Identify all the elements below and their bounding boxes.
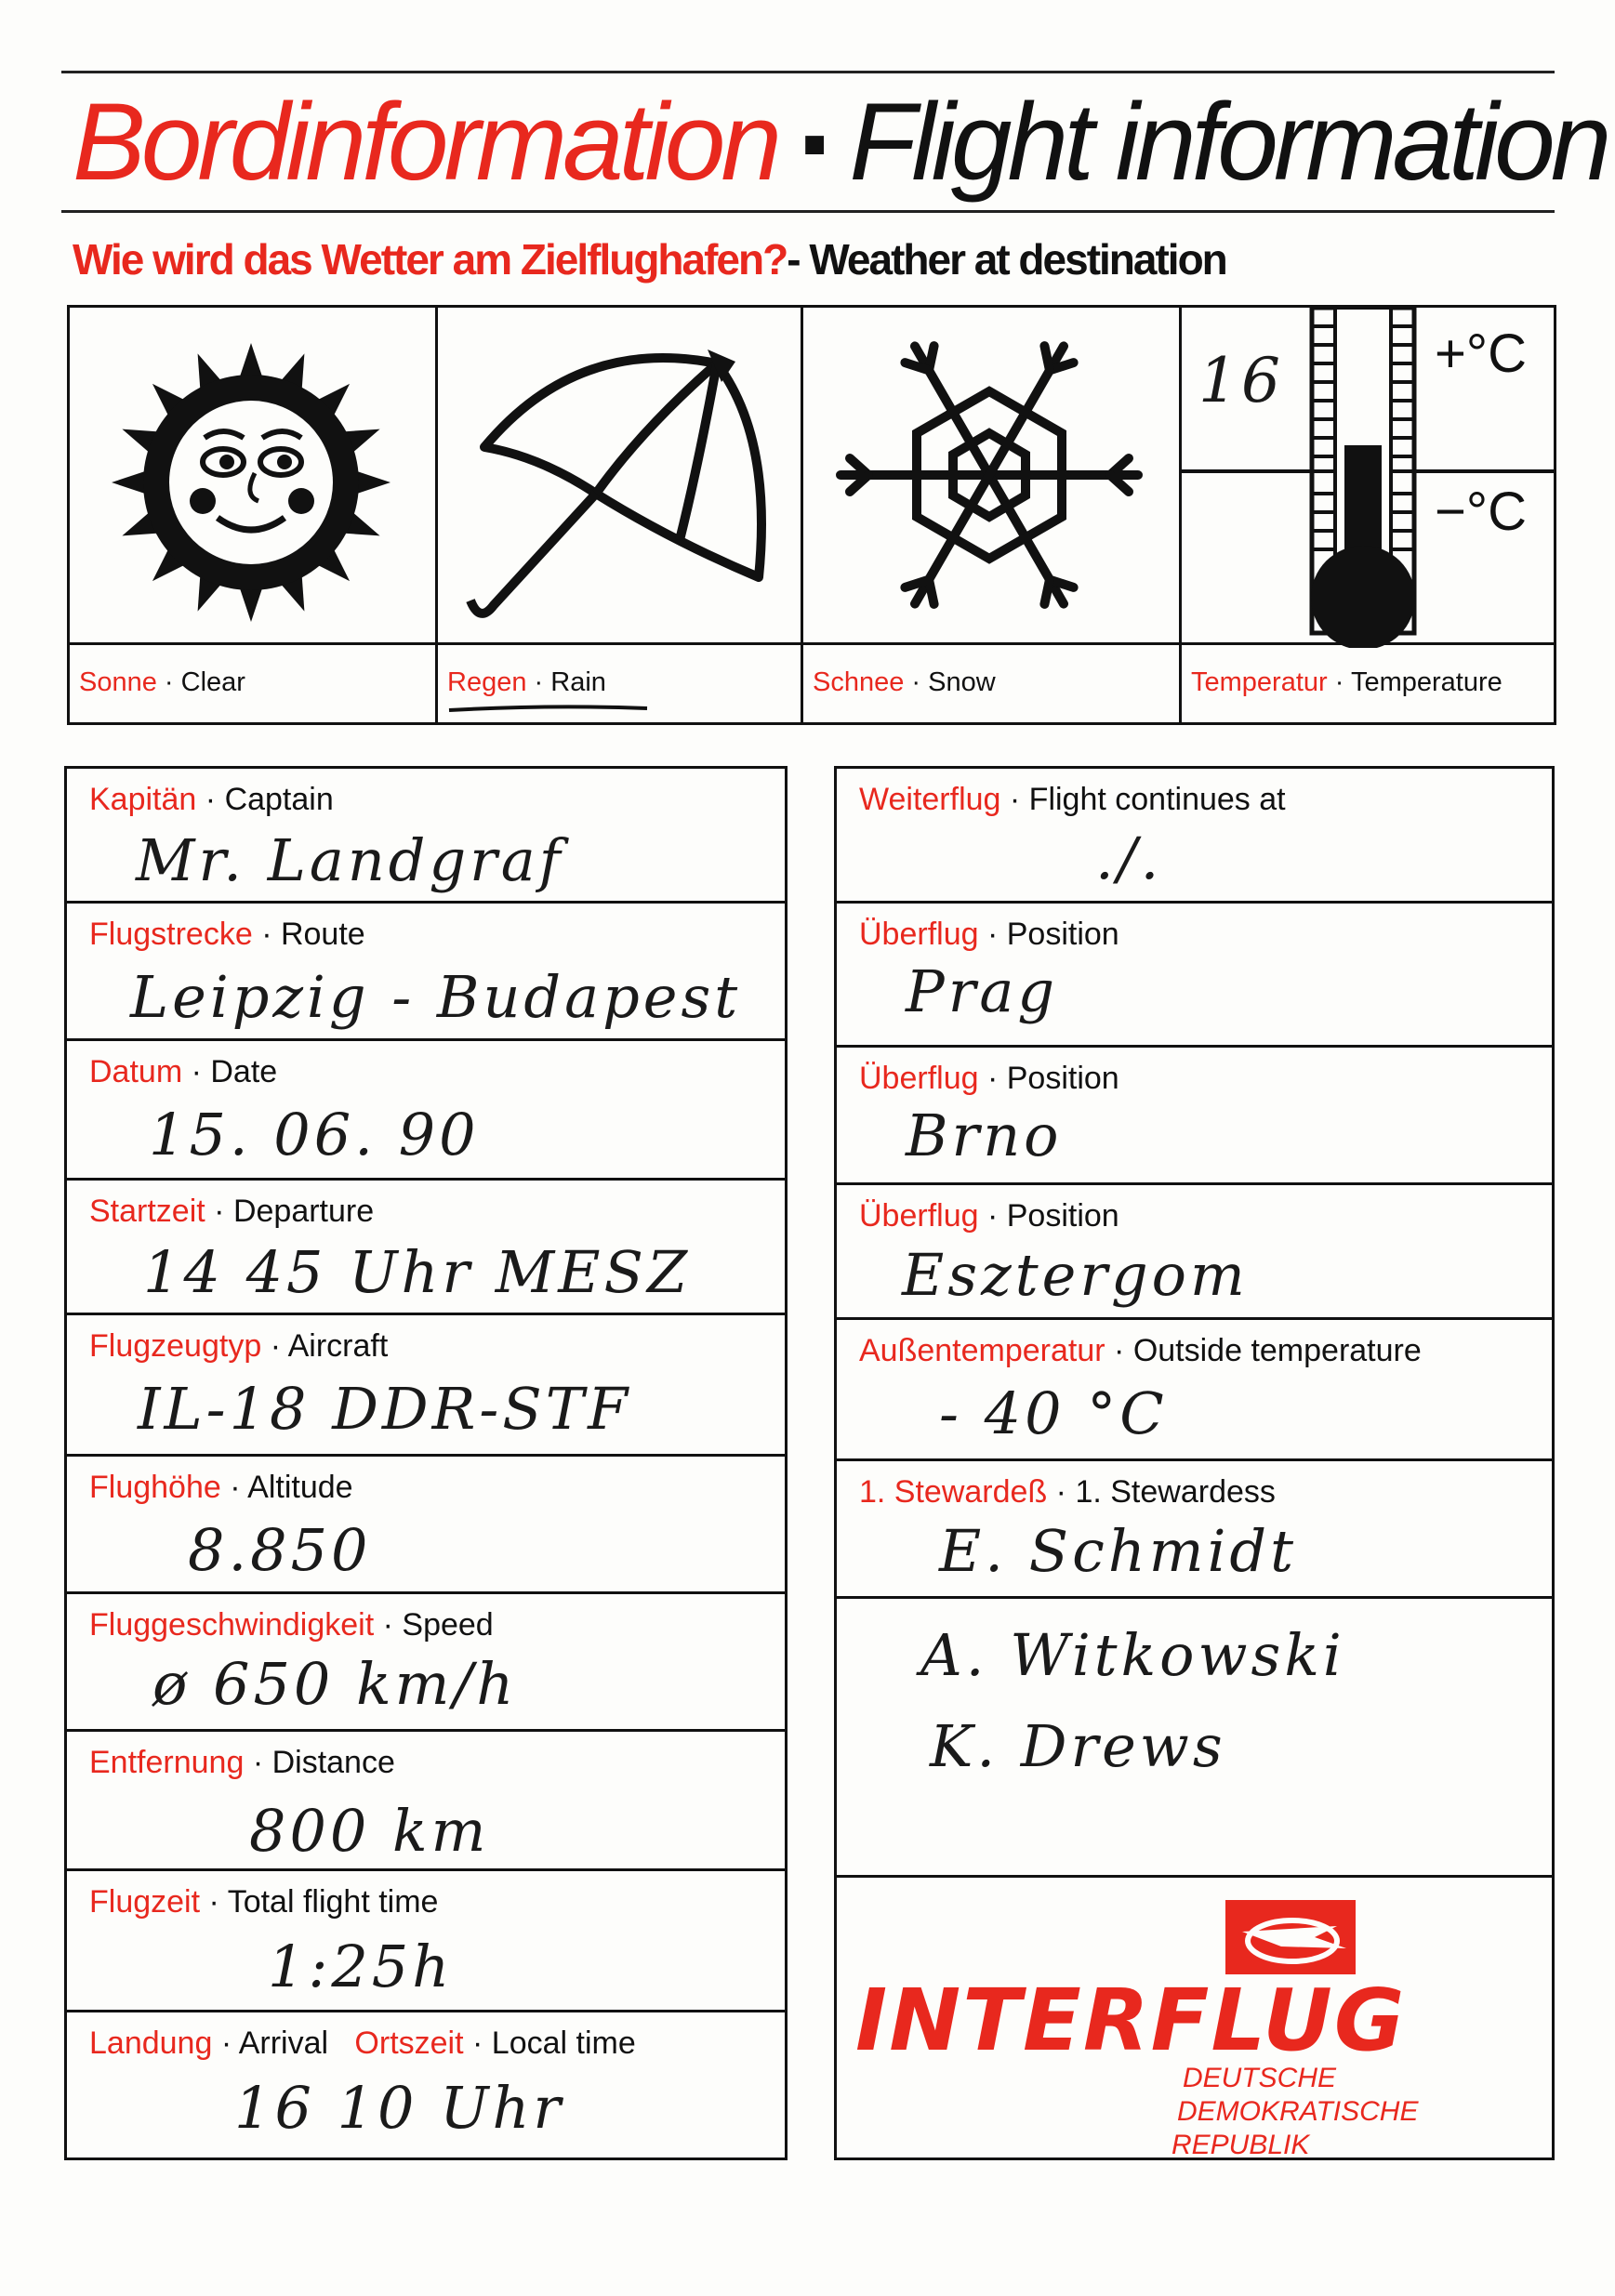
weather-cell-snow xyxy=(803,308,1182,722)
field-stewardess: 1. Stewardeß · 1. Stewardess E. Schmidt xyxy=(837,1461,1552,1599)
aircraft-value: IL-18 DDR-STF xyxy=(138,1375,632,1443)
title-de: Bordinformation xyxy=(73,81,777,204)
outside-temperature-value: - 40 °C xyxy=(939,1379,1168,1447)
weather-label-rain: Regen · Rain xyxy=(438,642,801,722)
position-3-value: Esztergom xyxy=(902,1241,1249,1309)
field-flight-time: Flugzeit · Total flight time 1:25h xyxy=(67,1871,785,2012)
field-altitude: Flughöhe · Altitude 8.850 xyxy=(67,1457,785,1594)
field-crew-extra xyxy=(837,1599,1552,1878)
brand-area xyxy=(837,1878,1552,2160)
subtitle-separator: - xyxy=(787,235,800,284)
arrival-value: 16 10 Uhr xyxy=(234,2074,565,2142)
speed-value: ø 650 km/h xyxy=(152,1650,518,1718)
field-position-3: Überflug · Position Esztergom xyxy=(837,1185,1552,1320)
weather-label-temperature: Temperatur · Temperature xyxy=(1182,642,1554,722)
field-route: Flugstrecke · Route Leipzig - Budapest xyxy=(67,904,785,1041)
weather-label-clear: Sonne · Clear xyxy=(70,642,435,722)
temperature-handwritten: 16 xyxy=(1198,345,1284,416)
top-rule xyxy=(61,71,1555,73)
right-info-column xyxy=(834,766,1555,2160)
field-captain: Kapitän · Captain Mr. Landgraf xyxy=(67,769,785,904)
interflug-crane-logo-icon xyxy=(1225,1900,1356,1974)
plus-celsius-label: +°C xyxy=(1435,323,1527,384)
flight-time-value: 1:25h xyxy=(268,1933,454,2000)
stewardess-value: E. Schmidt xyxy=(939,1517,1298,1585)
field-aircraft: Flugzeugtyp · Aircraft IL-18 DDR-STF xyxy=(67,1315,785,1457)
page-title xyxy=(73,81,1608,204)
crew-name-2: K. Drews xyxy=(930,1712,1226,1780)
date-value: 15. 06. 90 xyxy=(149,1101,480,1168)
route-value: Leipzig - Budapest xyxy=(130,963,742,1031)
continues-at-value: ./. xyxy=(1095,825,1163,892)
field-arrival: Landung · Arrival Ortszeit · Local time 16 10 Uhr xyxy=(89,2025,636,2142)
field-outside-temperature: Außentemperatur · Outside temperature - 40 °C xyxy=(837,1320,1552,1461)
weather-label-snow: Schnee · Snow xyxy=(803,642,1179,722)
distance-value: 800 km xyxy=(249,1797,490,1865)
weather-table xyxy=(67,305,1556,725)
page-subtitle xyxy=(73,234,1226,284)
sun-icon xyxy=(70,308,432,648)
subtitle-de: Wie wird das Wetter am Zielflughafen? xyxy=(73,235,788,284)
brand-name: INTERFLUG xyxy=(855,1971,1407,2070)
field-position-1: Überflug · Position Prag xyxy=(837,904,1552,1048)
title-separator: ▪ xyxy=(801,101,824,184)
title-rule xyxy=(61,210,1555,213)
altitude-value: 8.850 xyxy=(188,1516,372,1584)
field-position-2: Überflug · Position Brno xyxy=(837,1048,1552,1185)
weather-cell-clear xyxy=(70,308,438,722)
brand-subtitle: DEUTSCHE DEMOKRATISCHE REPUBLIK xyxy=(1172,2063,1419,2160)
weather-cell-temperature xyxy=(1182,308,1554,722)
subtitle-en: Weather at destination xyxy=(809,235,1226,284)
field-speed: Fluggeschwindigkeit · Speed ø 650 km/h xyxy=(67,1594,785,1732)
crew-name-1: A. Witkowski xyxy=(920,1621,1345,1689)
minus-celsius-label: −°C xyxy=(1435,482,1527,542)
captain-value: Mr. Landgraf xyxy=(136,826,564,894)
field-departure: Startzeit · Departure 14 45 Uhr MESZ xyxy=(67,1181,785,1315)
snowflake-icon xyxy=(803,308,1175,648)
left-info-column xyxy=(64,766,788,2160)
field-continues-at: Weiterflug · Flight continues at ./. xyxy=(837,769,1552,904)
handwritten-underline xyxy=(447,703,652,716)
position-2-value: Brno xyxy=(906,1102,1063,1169)
umbrella-icon xyxy=(438,308,801,648)
weather-cell-rain xyxy=(438,308,803,722)
field-date: Datum · Date 15. 06. 90 xyxy=(67,1041,785,1181)
title-en: Flight information xyxy=(849,81,1608,204)
field-distance: Entfernung · Distance 800 km xyxy=(67,1732,785,1871)
departure-value: 14 45 Uhr MESZ xyxy=(143,1238,692,1306)
position-1-value: Prag xyxy=(906,957,1059,1025)
